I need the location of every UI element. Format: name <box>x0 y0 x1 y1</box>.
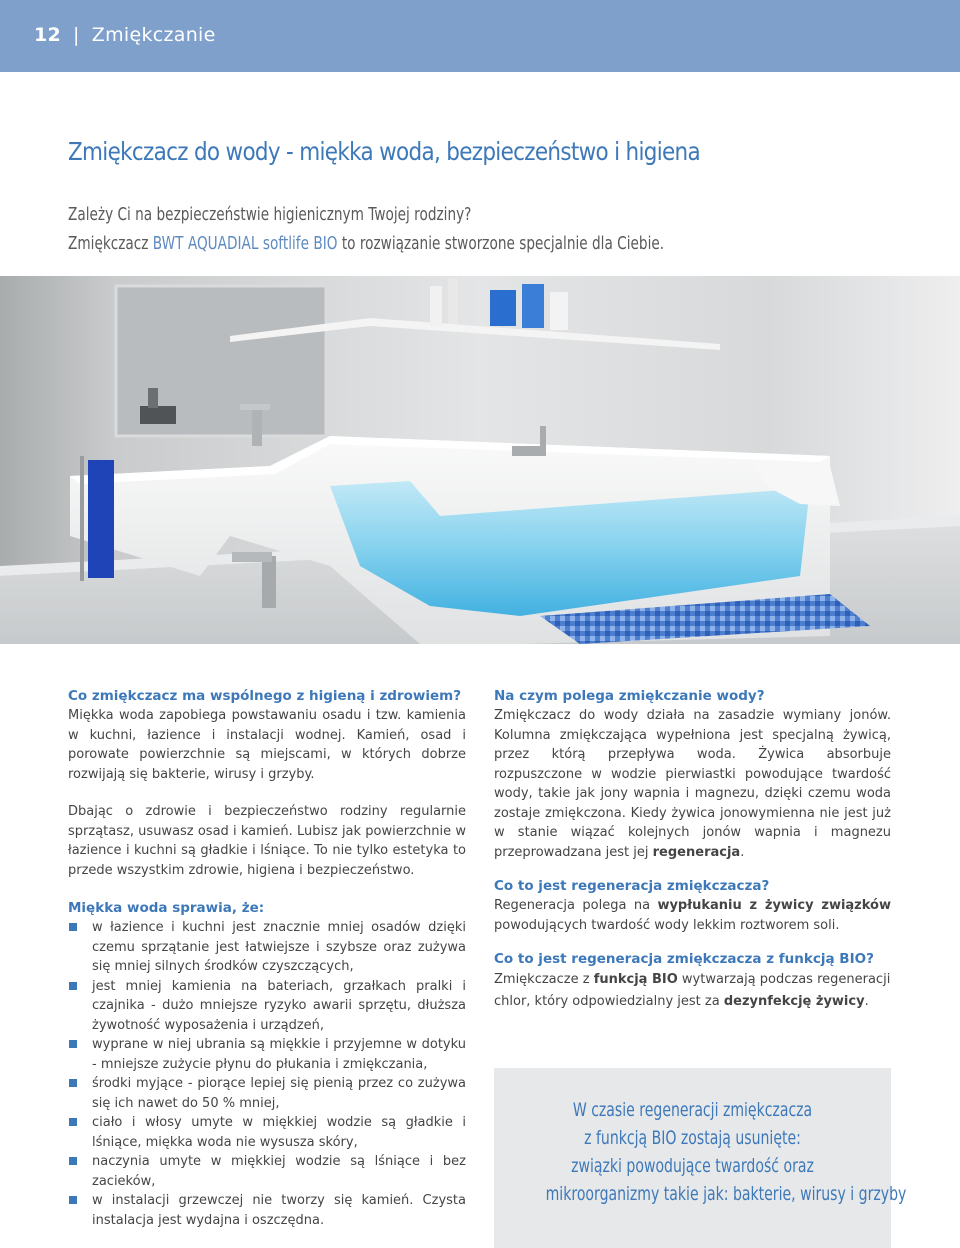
benefits-list <box>68 918 466 1230</box>
list-item: wyprane w niej ubrania są miękkie i przyjemne w dotyku - mniejsze zużycie płynu do płukania i zmiękczania, <box>68 1035 466 1074</box>
highlight-line: W czasie regeneracji zmiękczacza <box>572 1099 813 1121</box>
question-hygiene: Co zmiękczacz ma wspólnego z higieną i zdrowiem? <box>68 688 462 704</box>
list-item: naczynia umyte w miękkiej wodzie są lśniące i bez zacieków, <box>68 1152 466 1191</box>
intro-text-end: to rozwiązanie stworzone specjalnie dla Ciebie. <box>337 234 665 254</box>
keyword-bio: funkcją BIO <box>593 972 678 987</box>
keyword-regeneration: regeneracja <box>652 844 741 860</box>
bathroom-photo <box>0 276 960 644</box>
highlight-box <box>494 1068 907 1248</box>
list-item: w instalacji grzewczej nie tworzy się kamień. Czysta instalacja jest wydajna i oszczędna. <box>68 1191 466 1230</box>
list-item: środki myjące - piorące lepiej się pienią przez co zużywa się ich nawet do 50 % mniej, <box>68 1074 466 1113</box>
list-item: w łazience i kuchni jest znacznie mniej osadów dzięki czemu sprzątanie jest łatwiejsze i szybsze oraz zużywa się mniej silnych środków czyszczących, <box>68 918 466 977</box>
bullet-square-icon <box>69 1118 77 1126</box>
page-number: 12 <box>34 24 62 46</box>
intro <box>68 201 664 259</box>
bullet-square-icon <box>69 1157 77 1165</box>
intro-text: Zmiękczacz <box>68 234 153 254</box>
page-header <box>34 24 216 46</box>
paragraph-soft-water <box>68 706 466 784</box>
list-item: jest mniej kamienia na bateriach, grzałkach pralki i czajnika - dużo mniejsze ryzyko awarii sprzętu, dłuższa żywotność wyposażenia i urządzeń, <box>68 977 466 1036</box>
paragraph-ion-exchange: Zmiękczacz do wody działa na zasadzie wymiany jonów. Kolumna zmiękczająca wypełniona jest specjalną żywicą, przez którą przepływa woda. Żywica absorbuje rozpuszczone w wodzie pierwiastki powodujące twardość wody, takie jak jony wapnia i magnezu, dzięki czemu woda zostaje zmiękczona. Kiedy żywica jonowymienna nie jest już w stanie wiązać kolejnych jonów wapnia i magnezu przeprowadzana jest jej regeneracja. <box>494 708 891 860</box>
bullet-square-icon <box>69 1196 77 1204</box>
keyword-rinsing: wypłukaniu z żywicy związków <box>657 898 891 913</box>
header-separator: | <box>73 24 80 46</box>
product-name: BWT AQUADIAL softlife BIO <box>152 234 338 254</box>
list-item: ciało i włosy umyte w miękkiej wodzie są gładkie i lśniące, miękka woda nie wysusza skóry, <box>68 1113 466 1152</box>
question-bio: Co to jest regeneracja zmiękczacza z funkcją BIO? <box>494 951 874 967</box>
bullet-square-icon <box>69 1040 77 1048</box>
left-column <box>68 686 466 1230</box>
highlight-text <box>494 1096 907 1208</box>
paragraph-text: Kamień, osad i porowate powierzchnie są miejscami, w których dobrze rozwijają się bakterie, wirusy i grzyby. <box>68 727 466 782</box>
paragraph-regeneration: Regeneracja polega na wypłukaniu z żywicy związków powodujących twardość wody lekkim roztworem soli. <box>494 898 891 933</box>
highlight-line: związki powodujące twardość oraz <box>571 1155 814 1177</box>
header-bar <box>0 0 960 72</box>
headline: Zmiękczacz do wody - miękka woda, bezpieczeństwo i higiena <box>68 137 700 166</box>
bullet-square-icon <box>69 1079 77 1087</box>
question-regeneration: Co to jest regeneracja zmiękczacza? <box>494 878 770 894</box>
bullet-square-icon <box>69 982 77 990</box>
paragraph-bio: Zmiękczacze z funkcją BIO wytwarzają podczas regeneracji chlor, który odpowiedzialny jest za dezynfekcję żywicy. <box>494 972 891 1009</box>
intro-line-1: Zależy Ci na bezpieczeństwie higienicznym Twojej rodziny? <box>68 205 472 225</box>
bullet-square-icon <box>69 923 77 931</box>
intro-line-2 <box>68 230 664 259</box>
highlight-line: z funkcją BIO zostają usunięte: <box>584 1127 801 1149</box>
right-column <box>494 686 891 1013</box>
paragraph-text: Miękka woda zapobiega powstawaniu osadu i tzw. kamienia w kuchni, łazience i instalacji wodnej. <box>68 708 466 743</box>
highlight-line: mikroorganizmy takie jak: bakterie, wirusy i grzyby <box>545 1183 907 1205</box>
section-title: Zmiękczanie <box>91 24 216 46</box>
paragraph-family: Dbając o zdrowie i bezpieczeństwo rodziny regularnie sprzątasz, usuwasz osad i kamień. Lubisz jak powierzchnie w łazience i kuchni są gładkie i lśniące. To nie tylko estetyka to przede wszystkim zdrowie, higiena i bezpieczeństwo. <box>68 804 466 878</box>
question-benefits: Miękka woda sprawia, że: <box>68 900 265 916</box>
question-softening: Na czym polega zmiękczanie wody? <box>494 688 765 704</box>
keyword-disinfection: dezynfekcję żywicy <box>723 994 865 1009</box>
